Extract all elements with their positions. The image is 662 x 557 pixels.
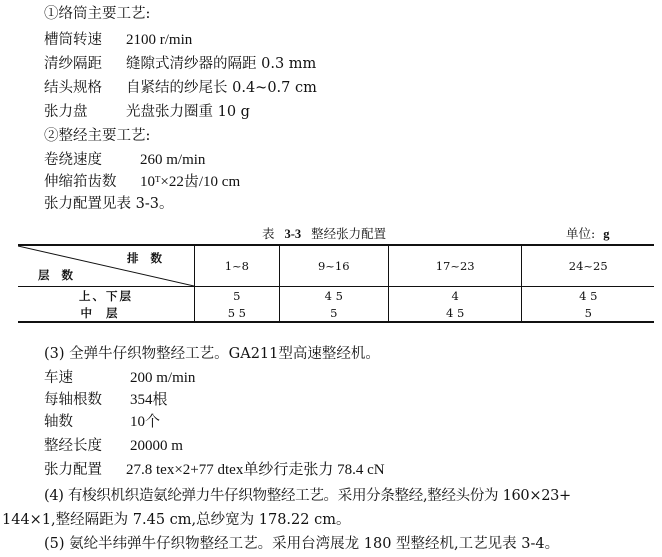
unit-prefix: 单位: [566,226,596,241]
section5-line1: (5) 氨纶半纬弹牛仔织物整经工艺。采用台湾展龙 180 型整经机,工艺见表 3-4。 [44,536,560,552]
section4-line1: (4) 有梭织机织造氨纶弹力牛仔织物整经工艺。采用分条整经,整经头份为 160×23+ [44,488,571,504]
item-label: 每轴根数 [44,392,102,408]
row-label: 中层 [18,304,195,322]
table-corner-cell [18,245,195,287]
item-value: 200 m/min [130,370,196,386]
item-value: 2100 r/min [126,32,193,48]
item-label: 卷绕速度 [44,152,102,168]
heading-winding: ①络筒主要工艺: [44,6,151,22]
section4-line2: 144×1,整经隔距为 7.45 cm,总纱宽为 178.22 cm。 [2,512,351,528]
see-table-note: 张力配置见表 3-3。 [44,196,174,212]
table-cell: 4 5 [388,304,522,322]
table-row [18,304,654,322]
item-label: 张力配置 [44,462,102,478]
table-caption [262,224,386,242]
corner-label-columns: 排数 [127,251,174,265]
item-label: 车速 [44,370,73,386]
tension-table [18,244,654,323]
row-label: 上、下层 [79,288,133,303]
item-label: 轴数 [44,414,73,430]
item-value: 20000 m [130,438,183,454]
unit-value: g [603,227,610,241]
item-label: 清纱隔距 [44,56,102,72]
table-cell: 5 5 [195,304,280,322]
column-header: 17~23 [388,245,522,287]
item-value: 光盘张力圈重 10 g [126,104,250,120]
item-value: 10ᵀ×22齿/10 cm [140,174,241,190]
table-cell: 4 5 [279,287,388,305]
caption-title: 整经张力配置 [311,226,387,241]
item-label: 伸缩筘齿数 [44,174,117,190]
item-value: 缝隙式清纱器的隔距 0.3 mm [126,56,317,72]
item-label: 结头规格 [44,80,102,96]
table-cell: 5 [279,304,388,322]
table-cell: 4 [388,287,522,305]
item-value: 260 m/min [140,152,206,168]
heading-warping: ②整经主要工艺: [44,128,151,144]
table-cell: 5 [522,304,654,322]
section3-intro: (3) 全弹牛仔织物整经工艺。GA211型高速整经机。 [44,346,380,362]
item-value: 10个 [130,414,161,430]
item-value: 自紧结的纱尾长 0.4~0.7 cm [126,80,317,96]
item-value: 354根 [130,392,168,408]
corner-label-rows: 层数 [38,268,85,282]
item-value: 27.8 tex×2+77 dtex单纱行走张力 78.4 cN [126,462,385,478]
table-cell: 4 5 [522,287,654,305]
table-cell: 5 [195,287,280,305]
item-label: 张力盘 [44,104,88,120]
caption-number: 3-3 [284,227,302,241]
table-unit [566,224,609,242]
caption-prefix: 表 [262,226,275,241]
column-header: 9~16 [279,245,388,287]
table-header-row [18,245,654,287]
table-row [18,287,654,305]
column-header: 24~25 [522,245,654,287]
item-label: 槽筒转速 [44,32,102,48]
column-header: 1~8 [195,245,280,287]
item-label: 整经长度 [44,438,102,454]
